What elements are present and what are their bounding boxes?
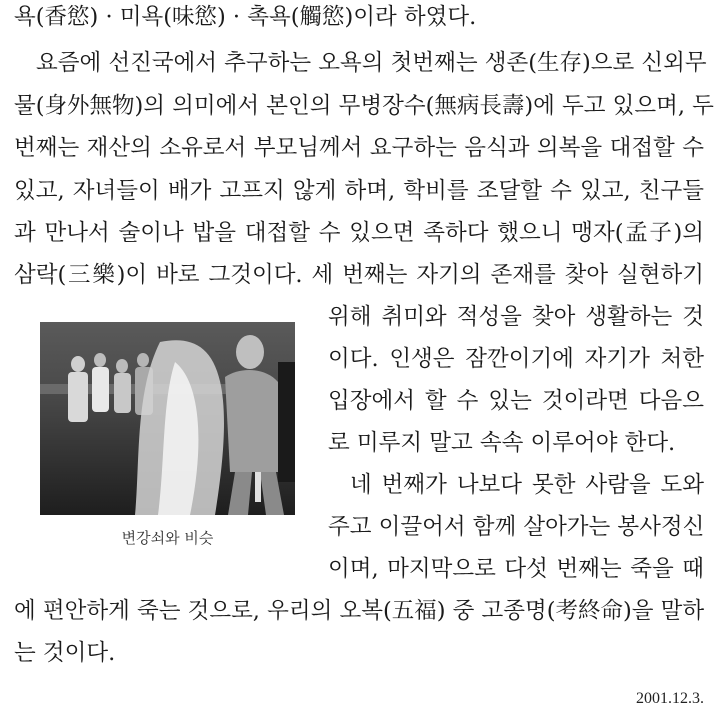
text-line: 과 만나서 술이나 밥을 대접할 수 있으면 족하다 했으니 맹자(孟子)의	[14, 220, 704, 246]
text-line: 욕(香慾) · 미욕(味慾) · 촉욕(觸慾)이라 하였다.	[14, 4, 477, 30]
text-line: 있고, 자녀들이 배가 고프지 않게 하며, 학비를 조달할 수 있고, 친구들	[14, 178, 704, 204]
text-line: 로 미루지 말고 속속 이루어야 한다.	[328, 430, 676, 456]
wedding-photo	[40, 322, 295, 515]
text-line: 이다. 인생은 잠깐이기에 자기가 처한	[328, 346, 704, 372]
text-line: 위해 취미와 적성을 찾아 생활하는 것	[328, 304, 704, 330]
text-line: 입장에서 할 수 있는 것이라면 다음으	[328, 388, 704, 414]
date-stamp: 2001.12.3.	[636, 690, 704, 707]
text-line: 에 편안하게 죽는 것으로, 우리의 오복(五福) 중 고종명(考終命)을 말하	[14, 598, 705, 624]
text-line: 는 것이다.	[14, 640, 116, 666]
text-line: 물(身外無物)의 의미에서 본인의 무병장수(無病長壽)에 두고 있으며, 두	[14, 93, 714, 119]
text-line: 삼락(三樂)이 바로 그것이다. 세 번째는 자기의 존재를 찾아 실현하기	[14, 262, 704, 288]
text-line: 이며, 마지막으로 다섯 번째는 죽을 때	[328, 556, 704, 582]
photo-caption: 변강쇠와 비슷	[121, 529, 214, 547]
text-line: 주고 이끌어서 함께 살아가는 봉사정신	[328, 514, 705, 540]
paragraph-start: 네 번째가 나보다 못한 사람을 도와	[350, 472, 704, 498]
text-line: 번째는 재산의 소유로서 부모님께서 요구하는 음식과 의복을 대접할 수	[14, 135, 704, 161]
paragraph-start: 요즘에 선진국에서 추구하는 오욕의 첫번째는 생존(生存)으로 신외무	[36, 50, 707, 76]
